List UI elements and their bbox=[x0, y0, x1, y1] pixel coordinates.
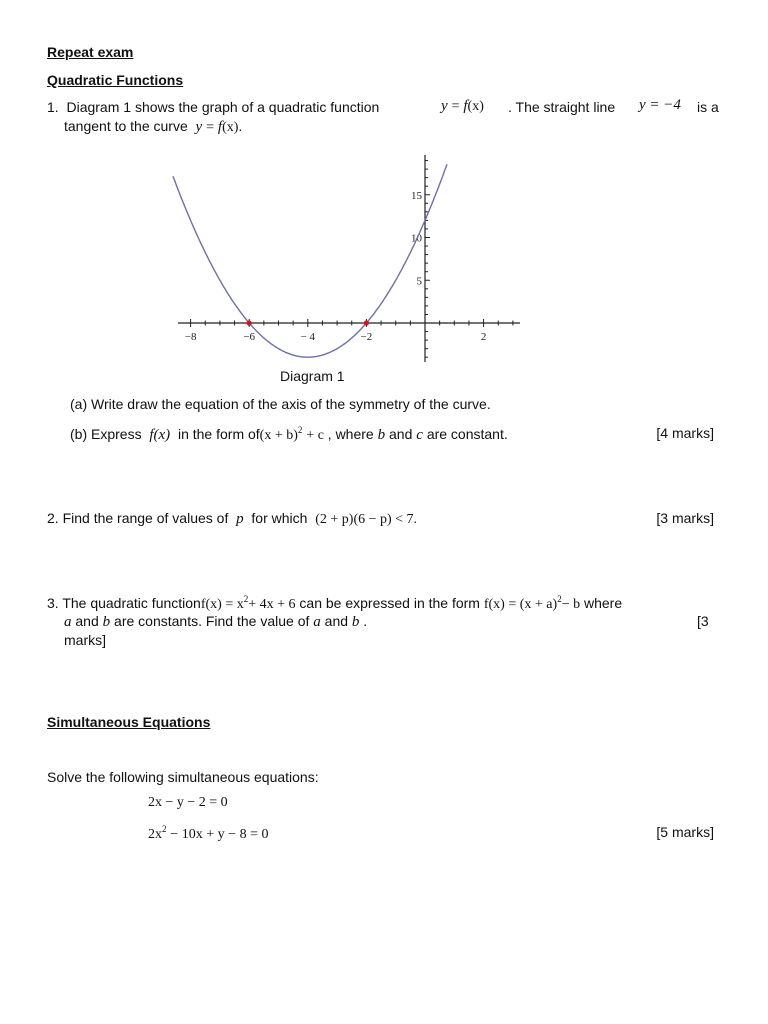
q1-function-eq: y = f(x) bbox=[441, 98, 484, 114]
y-tick-label: 15 bbox=[411, 189, 422, 202]
equation-1: 2x − y − 2 = 0 bbox=[148, 795, 228, 810]
exam-title: Repeat exam bbox=[47, 44, 134, 60]
simultaneous-marks: [5 marks] bbox=[656, 824, 714, 840]
simultaneous-instruction: Solve the following simultaneous equations: bbox=[47, 769, 319, 785]
q2-marks: [3 marks] bbox=[656, 510, 714, 526]
equation-2: $2x^2 - 10x + y - 8 = 0$ bbox=[148, 824, 269, 842]
diagram-caption: Diagram 1 bbox=[280, 368, 345, 384]
q1-part-a: (a) Write draw the equation of the axis of the symmetry of the curve. bbox=[70, 396, 491, 412]
quadratic-curve bbox=[173, 164, 447, 357]
q3-marks-open: [3 bbox=[697, 613, 709, 629]
q2-text: 2. Find the range of values of p for which (2 + p)(6 − p) < 7. bbox=[47, 510, 418, 527]
section-simultaneous-equations: Simultaneous Equations bbox=[47, 714, 211, 730]
q1-text-b: . The straight line bbox=[508, 99, 616, 115]
quadratic-graph bbox=[0, 0, 768, 400]
q1-line-eq: y = −4 bbox=[639, 97, 681, 113]
x-tick-label: −6 bbox=[243, 331, 256, 343]
q1-part-b: (b) Express f(x) in the form $of(x + b)^2 + c$ , where b and c are constant. bbox=[70, 425, 508, 443]
x-tick-label: 2 bbox=[480, 331, 487, 343]
q1-text-a: Diagram 1 shows the graph of a quadratic function bbox=[66, 99, 380, 115]
section-quadratic-functions: Quadratic Functions bbox=[47, 72, 184, 88]
q3-line2: a and b are constants. Find the value of a and b . bbox=[64, 613, 368, 630]
curve-root-point bbox=[247, 320, 252, 325]
q1-marks: [4 marks] bbox=[656, 425, 714, 441]
q1-text-c: is a bbox=[697, 99, 719, 115]
x-tick-label: − 4 bbox=[300, 331, 316, 343]
x-tick-label: −8 bbox=[184, 331, 197, 343]
q3-marks-close: marks] bbox=[64, 632, 106, 648]
curve-root-point bbox=[364, 320, 369, 325]
x-tick-label: −2 bbox=[360, 331, 373, 343]
y-tick-label: 5 bbox=[416, 275, 422, 288]
q3-line1: 3. The quadratic functionf(x) = $x^2+ 4x + 6$ can be expressed in the form $f(x) = (x + a)^2- b$ where bbox=[47, 594, 623, 612]
q1-line2: tangent to the curve y = f(x). bbox=[64, 118, 243, 135]
q1-number: 1. bbox=[47, 99, 59, 115]
y-tick-label: 10 bbox=[411, 232, 422, 245]
